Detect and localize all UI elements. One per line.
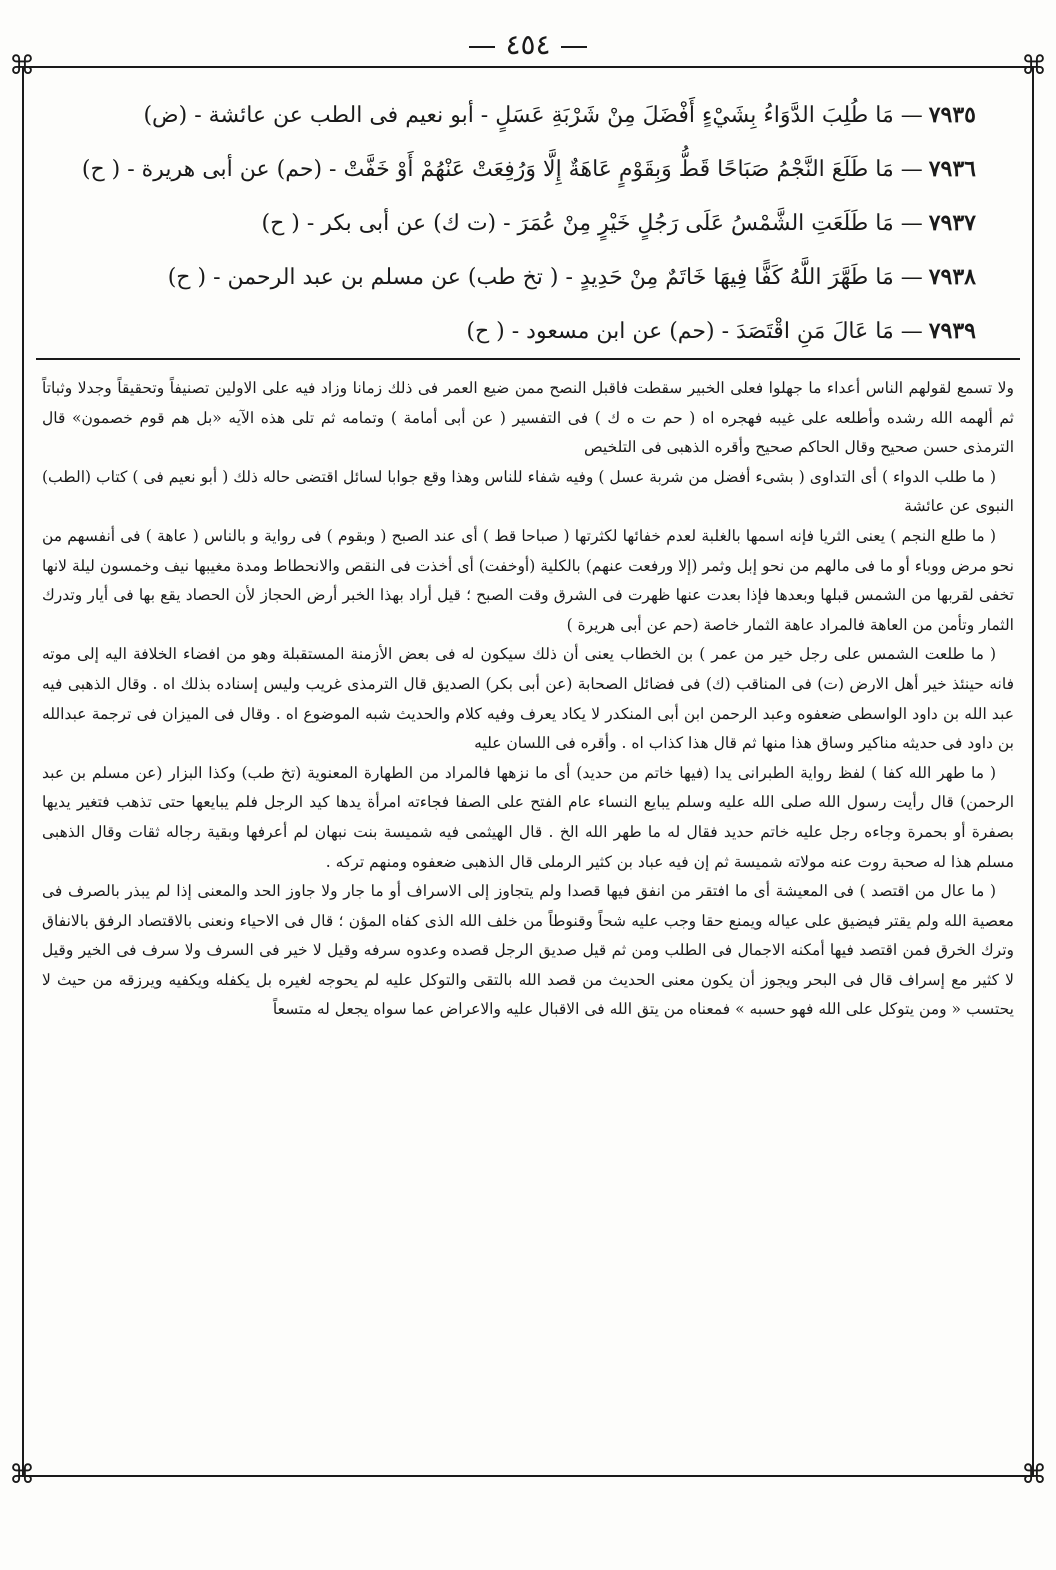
hadith-entry [40,250,976,304]
hadith-list [40,88,976,358]
frame-right-rule [1032,66,1034,1477]
page-number: ٤٥٤ [0,28,1056,61]
commentary-paragraph: ( ما طهر الله كفا ) لفظ رواية الطبرانى يدا (فيها خاتم من حديد) أى ما نزهها فالمراد من الطهارة المعنوية (تخ طب) وكذا البزار (عن مسلم بن عبد الرحمن) قال رأيت رسول الله صلى الله عليه وسلم يبايع النساء عام الفتح على الصفا فجاءته امرأة يدها كيد الرجل فلم يبايعها حتى تذهب فتغير يديها بصفرة أو بحمرة وجاءه رجل عليه خاتم حديد فقال له ما طهر الله الخ . قال الهيثمى فيه شميسة بنت نبهان لم أعرفها وبقية رجاله ثقات وقال الذهبى مسلم هذا له صحبة روت عنه مولاته شميسة ثم إن فيه عباد بن كثير الرملى قال الذهبى ضعفوه ومنهم تركه . [42,763,1014,871]
hadith-text: — مَا طَلَعَتِ الشَّمْسُ عَلَى رَجُلٍ خَيْرٍ مِنْ عُمَرَ - (ت ك) عن أبى بكر - ( ح) [261,211,923,236]
frame-bottom-rule [22,1475,1034,1477]
corner-ornament-icon: ⌘ [9,51,35,81]
hadith-entry [40,196,976,250]
commentary-paragraph: ( ما طلعت الشمس على رجل خير من عمر ) بن الخطاب يعنى أن ذلك سيكون له فى بعض الأزمنة المستقبلة وهو من افضاء الخلافة اليه إلى موته فانه حينئذ خير أهل الارض (ت) فى المناقب (ك) فى فضائل الصحابة (عن أبى بكر) الصديق قال الترمذى غريب وليس إسناده بذلك اه . وقال الذهبى فيه عبد الله بن داود الواسطى ضعفوه وعبد الرحمن ابن أبى المنكدر لا يكاد يعرف وفيه كلام والحديث شبه الموضوع اه . وقال فى الميزان فى ترجمة عبدالله بن داود فى حديثه مناكير وساق هذا منها ثم قال هذا كذاب اه . وأقره فى اللسان عليه [42,645,1014,753]
commentary-paragraph: ولا تسمع لقولهم الناس أعداء ما جهلوا فعلى الخبير سقطت فاقبل النصح ممن ضيع العمر فى ذلك زمانا وزاد فيه على الاولين تصنيفاً وتحقيقاً وجدلا وثباتاً ثم ألهمه الله رشده وأطلعه على غيبه فهجره اه ( حم ت ه ك ) فى التفسير ( عن أبى أمامة ) وتمامه ثم تلى هذه الآيه «بل هم قوم خصمون» قال الترمذى حسن صحيح وقال الحاكم صحيح وأقره الذهبى فى التلخيص [42,379,1014,457]
commentary-paragraph: ( ما طلب الدواء ) أى التداوى ( بشىء أفضل من شربة عسل ) وفيه شفاء للناس وهذا وقع جوابا لسائل اقتضى حاله ذلك ( أبو نعيم فى ) كتاب (الطب) النبوى عن عائشة [42,467,1014,516]
commentary-body [42,374,1014,1025]
corner-ornament-icon: ⌘ [1021,1460,1047,1490]
hadith-entry [40,88,976,142]
frame-top-rule [22,66,1034,68]
frame-left-rule [22,66,24,1477]
commentary-paragraph: ( ما عال من اقتصد ) فى المعيشة أى ما افتقر من انفق فيها قصدا ولم يتجاوز إلى الاسراف أو ما جار ولا جاوز الحد والمعنى إذا لم يبذر بالصرف فى معصية الله ولم يقتر فيضيق على عياله ويمنع حقا وجب عليه شحاً وقنوطاً من خلف الله الذى كفاه المؤن ؛ قال فى الاحياء ونعنى بالاقتصاد الرفق بالانفاق وترك الخرق فمن اقتصد فيها أمكنه الاجمال فى الطلب ومن ثم قيل صديق الرجل قصده وعدوه سرفه وقيل لا خير فى السرف ولا سرف فى الخير وقيل لا كثير مع إسراف قال فى البحر ويجوز أن يكون معنى الحديث من قصد الله بالتقى والتوكل عليه لم يحوجه لغيره بل يكفله ويكفيه ويرزقه من حيث لا يحتسب « ومن يتوكل على الله فهو حسبه » فمعناه من يتق الله فى الاقبال عليه والاعراض عما سواه يجعل له متسعاً [42,882,1014,1019]
hadith-number: ٧٩٣٧ [928,210,976,236]
hadith-number: ٧٩٣٨ [928,264,976,290]
hadith-number: ٧٩٣٥ [928,102,976,128]
hadith-text: — مَا طَلَعَ النَّجْمُ صَبَاحًا قَطُّ وَبِقَوْمٍ عَاهَةٌ إِلَّا وَرُفِعَتْ عَنْهُمْ أَوْ خَفَّتْ - (حم) عن أبى هريرة - ( ح) [81,157,923,182]
hadith-text: — مَا طُلِبَ الدَّوَاءُ بِشَيْءٍ أَفْضَلَ مِنْ شَرْبَةِ عَسَلٍ - أبو نعيم فى الطب عن عائشة - (ض) [143,103,923,128]
commentary-paragraph: ( ما طلع النجم ) يعنى الثريا فإنه اسمها بالغلبة لعدم خفائها لكثرتها ( صباحا قط ) أى عند الصبح ( وبقوم ) فى رواية و بالناس ( عاهة ) فى أنفسهم من نحو مرض ووباء أو ما فى مالهم من نحو إبل وثمر (إلا ورفعت عنهم) بالكلية (أوخفت) أى أخذت فى النقص والانحطاط ومدة مغيبها نيف وخمسون ليلة لانها تخفى لقربها من الشمس قبلها وبعدها فإذا بعدت عنها ظهرت فى الشرق وقت الصبح ؛ قيل أراد بهذا الخبر أرض الحجاز لأن الحصاد يقع بها فى أيار وتدرك الثمار وتأمن من العاهة فالمراد عاهة الثمار خاصة (حم عن أبى هريرة ) [42,526,1014,634]
hadith-text: — مَا عَالَ مَنِ اقْتَصَدَ - (حم) عن ابن مسعود - ( ح) [466,319,923,344]
hadith-text: — مَا طَهَّرَ اللَّهُ كَفًّا فِيهَا خَاتَمٌ مِنْ حَدِيدٍ - ( تخ طب) عن مسلم بن عبد الرحمن - ( ح) [167,265,923,290]
corner-ornament-icon: ⌘ [9,1460,35,1490]
hadith-entry [40,142,976,196]
corner-ornament-icon: ⌘ [1021,51,1047,81]
section-divider [36,358,1020,360]
hadith-entry [40,304,976,358]
hadith-number: ٧٩٣٩ [928,318,976,344]
hadith-number: ٧٩٣٦ [928,156,976,182]
